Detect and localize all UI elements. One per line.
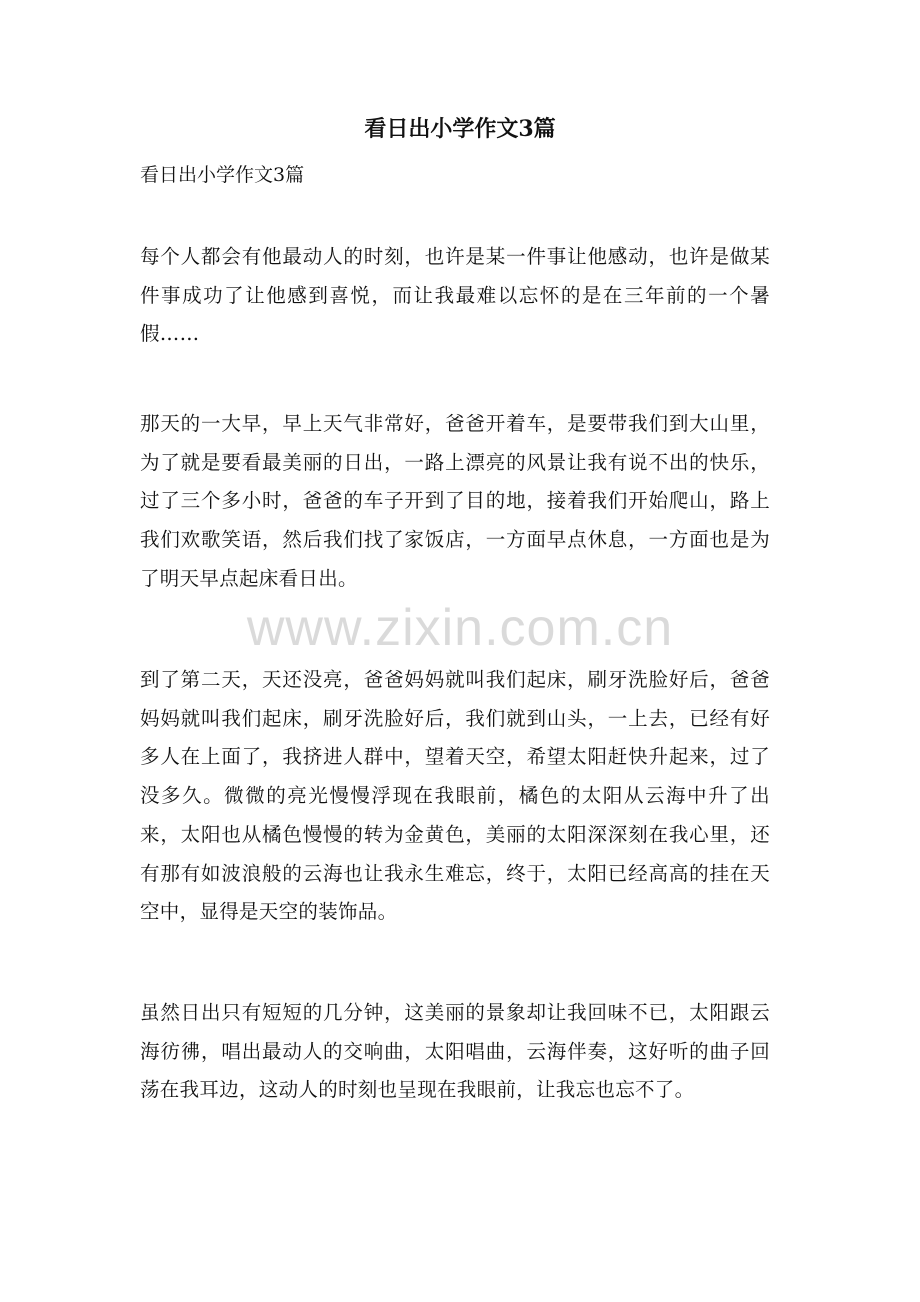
watermark-text: www.zixin.com.cn — [246, 599, 674, 657]
paragraph-sunrise: 到了第二天，天还没亮，爸爸妈妈就叫我们起床，刷牙洗脸好后，爸爸妈妈就叫我们起床，刷牙洗脸好后，我们就到山头，一上去，已经有好多人在上面了，我挤进人群中，望着天空，希望太阳赶快升起来，过了没多久。微微的亮光慢慢浮现在我眼前，橘色的太阳从云海中升了出来，太阳也从橘色慢慢的转为金黄色，美丽的太阳深深刻在我心里，还有那有如波浪般的云海也让我永生难忘，终于，太阳已经高高的挂在天空中，显得是天空的装饰品。 — [140, 668, 770, 924]
paragraph-journey: 那天的一大早，早上天气非常好，爸爸开着车，是要带我们到大山里，为了就是要看最美丽的日出，一路上漂亮的风景让我有说不出的快乐，过了三个多小时，爸爸的车子开到了目的地，接着我们开始爬山，路上我们欢歌笑语，然后我们找了家饭店，一方面早点休息，一方面也是为了明天早点起床看日出。 — [140, 412, 770, 590]
paragraph-conclusion: 虽然日出只有短短的几分钟，这美丽的景象却让我回味不已，太阳跟云海彷彿，唱出最动人的交响曲，太阳唱曲，云海伴奏，这好听的曲子回荡在我耳边，这动人的时刻也呈现在我眼前，让我忘也忘不了。 — [140, 1001, 770, 1102]
document-title: 看日出小学作文3篇 — [364, 116, 556, 142]
document-subtitle: 看日出小学作文3篇 — [140, 164, 305, 186]
paragraph-intro: 每个人都会有他最动人的时刻，也许是某一件事让他感动，也许是做某件事成功了让他感到喜悦，而让我最难以忘怀的是在三年前的一个暑假…… — [140, 245, 770, 346]
